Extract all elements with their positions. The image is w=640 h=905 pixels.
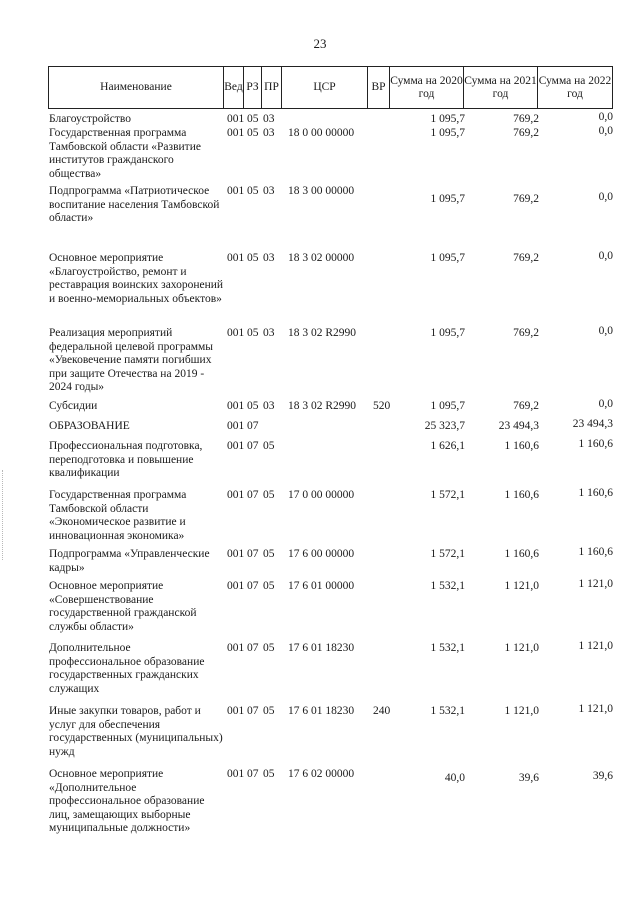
row-sum-2021: 769,2 — [513, 252, 539, 264]
row-sum-2021: 769,2 — [513, 127, 539, 139]
row-sum-2021: 23 494,3 — [498, 420, 539, 432]
row-pr: 03 — [263, 185, 275, 197]
row-sum-2021: 1 160,6 — [504, 489, 539, 501]
row-sum-2021: 769,2 — [513, 113, 539, 125]
row-rz: 07 — [247, 489, 259, 501]
row-sum-2020: 1 095,7 — [430, 400, 465, 412]
row-ved: 001 — [227, 489, 245, 501]
row-csr: 17 0 00 00000 — [288, 489, 355, 501]
row-pr: 05 — [263, 705, 275, 717]
row-sum-2022: 1 121,0 — [578, 640, 613, 652]
row-name: Субсидии — [49, 400, 98, 412]
row-name: Профессиональная подготовка, переподготовка и повышение квалификации — [49, 440, 203, 479]
row-name: Основное мероприятие «Дополнительное профессиональное образование лиц, замещающих выборные муниципальные должности» — [49, 768, 205, 834]
row-pr: 03 — [263, 127, 275, 139]
row-sum-2022: 0,0 — [598, 191, 613, 203]
row-sum-2022: 0,0 — [598, 125, 613, 137]
row-pr: 05 — [263, 642, 275, 654]
row-name: Государственная программа Тамбовской области «Экономическое развитие и инновационная экономика» — [49, 489, 187, 542]
row-rz: 07 — [247, 580, 259, 592]
row-rz: 05 — [247, 327, 259, 339]
row-sum-2022: 1 121,0 — [578, 578, 613, 590]
row-ved: 001 — [227, 252, 245, 264]
row-rz: 05 — [247, 252, 259, 264]
row-csr: 17 6 01 00000 — [288, 580, 355, 592]
row-pr: 03 — [263, 327, 275, 339]
header-vr: ВР — [368, 67, 390, 108]
row-sum-2020: 1 532,1 — [430, 705, 465, 717]
row-sum-2021: 1 121,0 — [504, 642, 539, 654]
row-sum-2021: 1 121,0 — [504, 580, 539, 592]
row-sum-2020: 25 323,7 — [424, 420, 465, 432]
row-rz: 07 — [247, 440, 259, 452]
row-pr: 05 — [263, 580, 275, 592]
row-csr: 18 0 00 00000 — [288, 127, 355, 139]
row-ved: 001 — [227, 185, 245, 197]
row-name: Основное мероприятие «Совершенствование государственной гражданской службы области» — [49, 580, 197, 633]
row-name: Подпрограмма «Управленческие кадры» — [49, 548, 210, 574]
margin-mark — [2, 470, 7, 560]
row-csr: 18 3 02 R2990 — [288, 400, 357, 412]
row-csr: 17 6 00 00000 — [288, 548, 355, 560]
row-sum-2020: 1 532,1 — [430, 580, 465, 592]
row-csr: 18 3 02 R2990 — [288, 327, 357, 339]
row-csr: 18 3 00 00000 — [288, 185, 355, 197]
header-ved: Вед — [224, 67, 244, 108]
row-name: Дополнительное профессиональное образование государственных гражданских служащих — [49, 642, 205, 695]
row-sum-2020: 40,0 — [444, 772, 465, 784]
row-ved: 001 — [227, 327, 245, 339]
header-name: Наименование — [49, 67, 224, 108]
row-ved: 001 — [227, 642, 245, 654]
row-sum-2022: 1 160,6 — [578, 438, 613, 450]
row-ved: 001 — [227, 440, 245, 452]
row-pr: 05 — [263, 489, 275, 501]
row-name: Государственная программа Тамбовской области «Развитие институтов гражданского общества» — [49, 127, 201, 180]
row-vr: 240 — [373, 705, 391, 717]
row-csr: 17 6 02 00000 — [288, 768, 355, 780]
row-csr: 17 6 01 18230 — [288, 642, 355, 654]
row-name: Основное мероприятие «Благоустройство, ремонт и реставрация воинских захоронений и военно-мемориальных объектов» — [49, 252, 224, 305]
row-sum-2020: 1 095,7 — [430, 193, 465, 205]
row-sum-2021: 1 121,0 — [504, 705, 539, 717]
row-ved: 001 — [227, 127, 245, 139]
row-rz: 07 — [247, 420, 259, 432]
row-pr: 03 — [263, 400, 275, 412]
row-rz: 05 — [247, 400, 259, 412]
row-sum-2021: 39,6 — [518, 772, 539, 784]
row-rz: 05 — [247, 185, 259, 197]
row-sum-2022: 1 160,6 — [578, 546, 613, 558]
row-name: Реализация мероприятий федеральной целевой программы «Увековечение памяти погибших при защите Отечества на 2019 - 2024 годы» — [49, 327, 213, 393]
row-sum-2022: 1 160,6 — [578, 487, 613, 499]
row-ved: 001 — [227, 580, 245, 592]
row-rz: 07 — [247, 642, 259, 654]
row-name: Подпрограмма «Патриотическое воспитание населения Тамбовской области» — [49, 185, 220, 224]
row-sum-2021: 769,2 — [513, 400, 539, 412]
page-number: 23 — [313, 36, 327, 51]
row-sum-2022: 0,0 — [598, 325, 613, 337]
row-sum-2021: 1 160,6 — [504, 548, 539, 560]
header-sum-2022: Сумма на 2022 год — [538, 75, 612, 100]
row-rz: 07 — [247, 548, 259, 560]
row-sum-2020: 1 095,7 — [430, 113, 465, 125]
row-csr: 17 6 01 18230 — [288, 705, 355, 717]
row-sum-2020: 1 532,1 — [430, 642, 465, 654]
row-sum-2021: 769,2 — [513, 193, 539, 205]
header-sum-2021: Сумма на 2021 год — [464, 67, 538, 108]
row-sum-2020: 1 095,7 — [430, 252, 465, 264]
row-ved: 001 — [227, 113, 245, 125]
header-csr: ЦСР — [282, 67, 368, 108]
row-sum-2021: 1 160,6 — [504, 440, 539, 452]
header-rz: РЗ — [244, 67, 262, 108]
row-name: ОБРАЗОВАНИЕ — [49, 420, 130, 432]
row-pr: 05 — [263, 440, 275, 452]
row-ved: 001 — [227, 705, 245, 717]
row-ved: 001 — [227, 768, 245, 780]
row-pr: 05 — [263, 768, 275, 780]
row-sum-2020: 1 572,1 — [430, 489, 465, 501]
row-pr: 03 — [263, 113, 275, 125]
row-sum-2020: 1 095,7 — [430, 127, 465, 139]
row-sum-2022: 39,6 — [592, 770, 613, 782]
row-rz: 07 — [247, 705, 259, 717]
row-ved: 001 — [227, 548, 245, 560]
row-csr: 18 3 02 00000 — [288, 252, 355, 264]
row-ved: 001 — [227, 400, 245, 412]
row-pr: 03 — [263, 252, 275, 264]
table-header — [48, 66, 613, 109]
header-sum-2020: Сумма на 2020 год — [390, 67, 464, 108]
row-ved: 001 — [227, 420, 245, 432]
row-name: Иные закупки товаров, работ и услуг для обеспечения государственных (муниципальных) нужд — [49, 705, 223, 758]
row-sum-2020: 1 095,7 — [430, 327, 465, 339]
row-rz: 05 — [247, 127, 259, 139]
row-sum-2022: 0,0 — [598, 250, 613, 262]
row-rz: 05 — [247, 113, 259, 125]
row-vr: 520 — [373, 400, 391, 412]
row-sum-2020: 1 626,1 — [430, 440, 465, 452]
row-name: Благоустройство — [49, 113, 131, 125]
row-sum-2022: 0,0 — [598, 111, 613, 123]
header-pr: ПР — [262, 67, 282, 108]
row-sum-2022: 0,0 — [598, 398, 613, 410]
row-pr: 05 — [263, 548, 275, 560]
row-sum-2022: 23 494,3 — [572, 418, 613, 430]
row-sum-2020: 1 572,1 — [430, 548, 465, 560]
row-rz: 07 — [247, 768, 259, 780]
row-sum-2022: 1 121,0 — [578, 703, 613, 715]
row-sum-2021: 769,2 — [513, 327, 539, 339]
